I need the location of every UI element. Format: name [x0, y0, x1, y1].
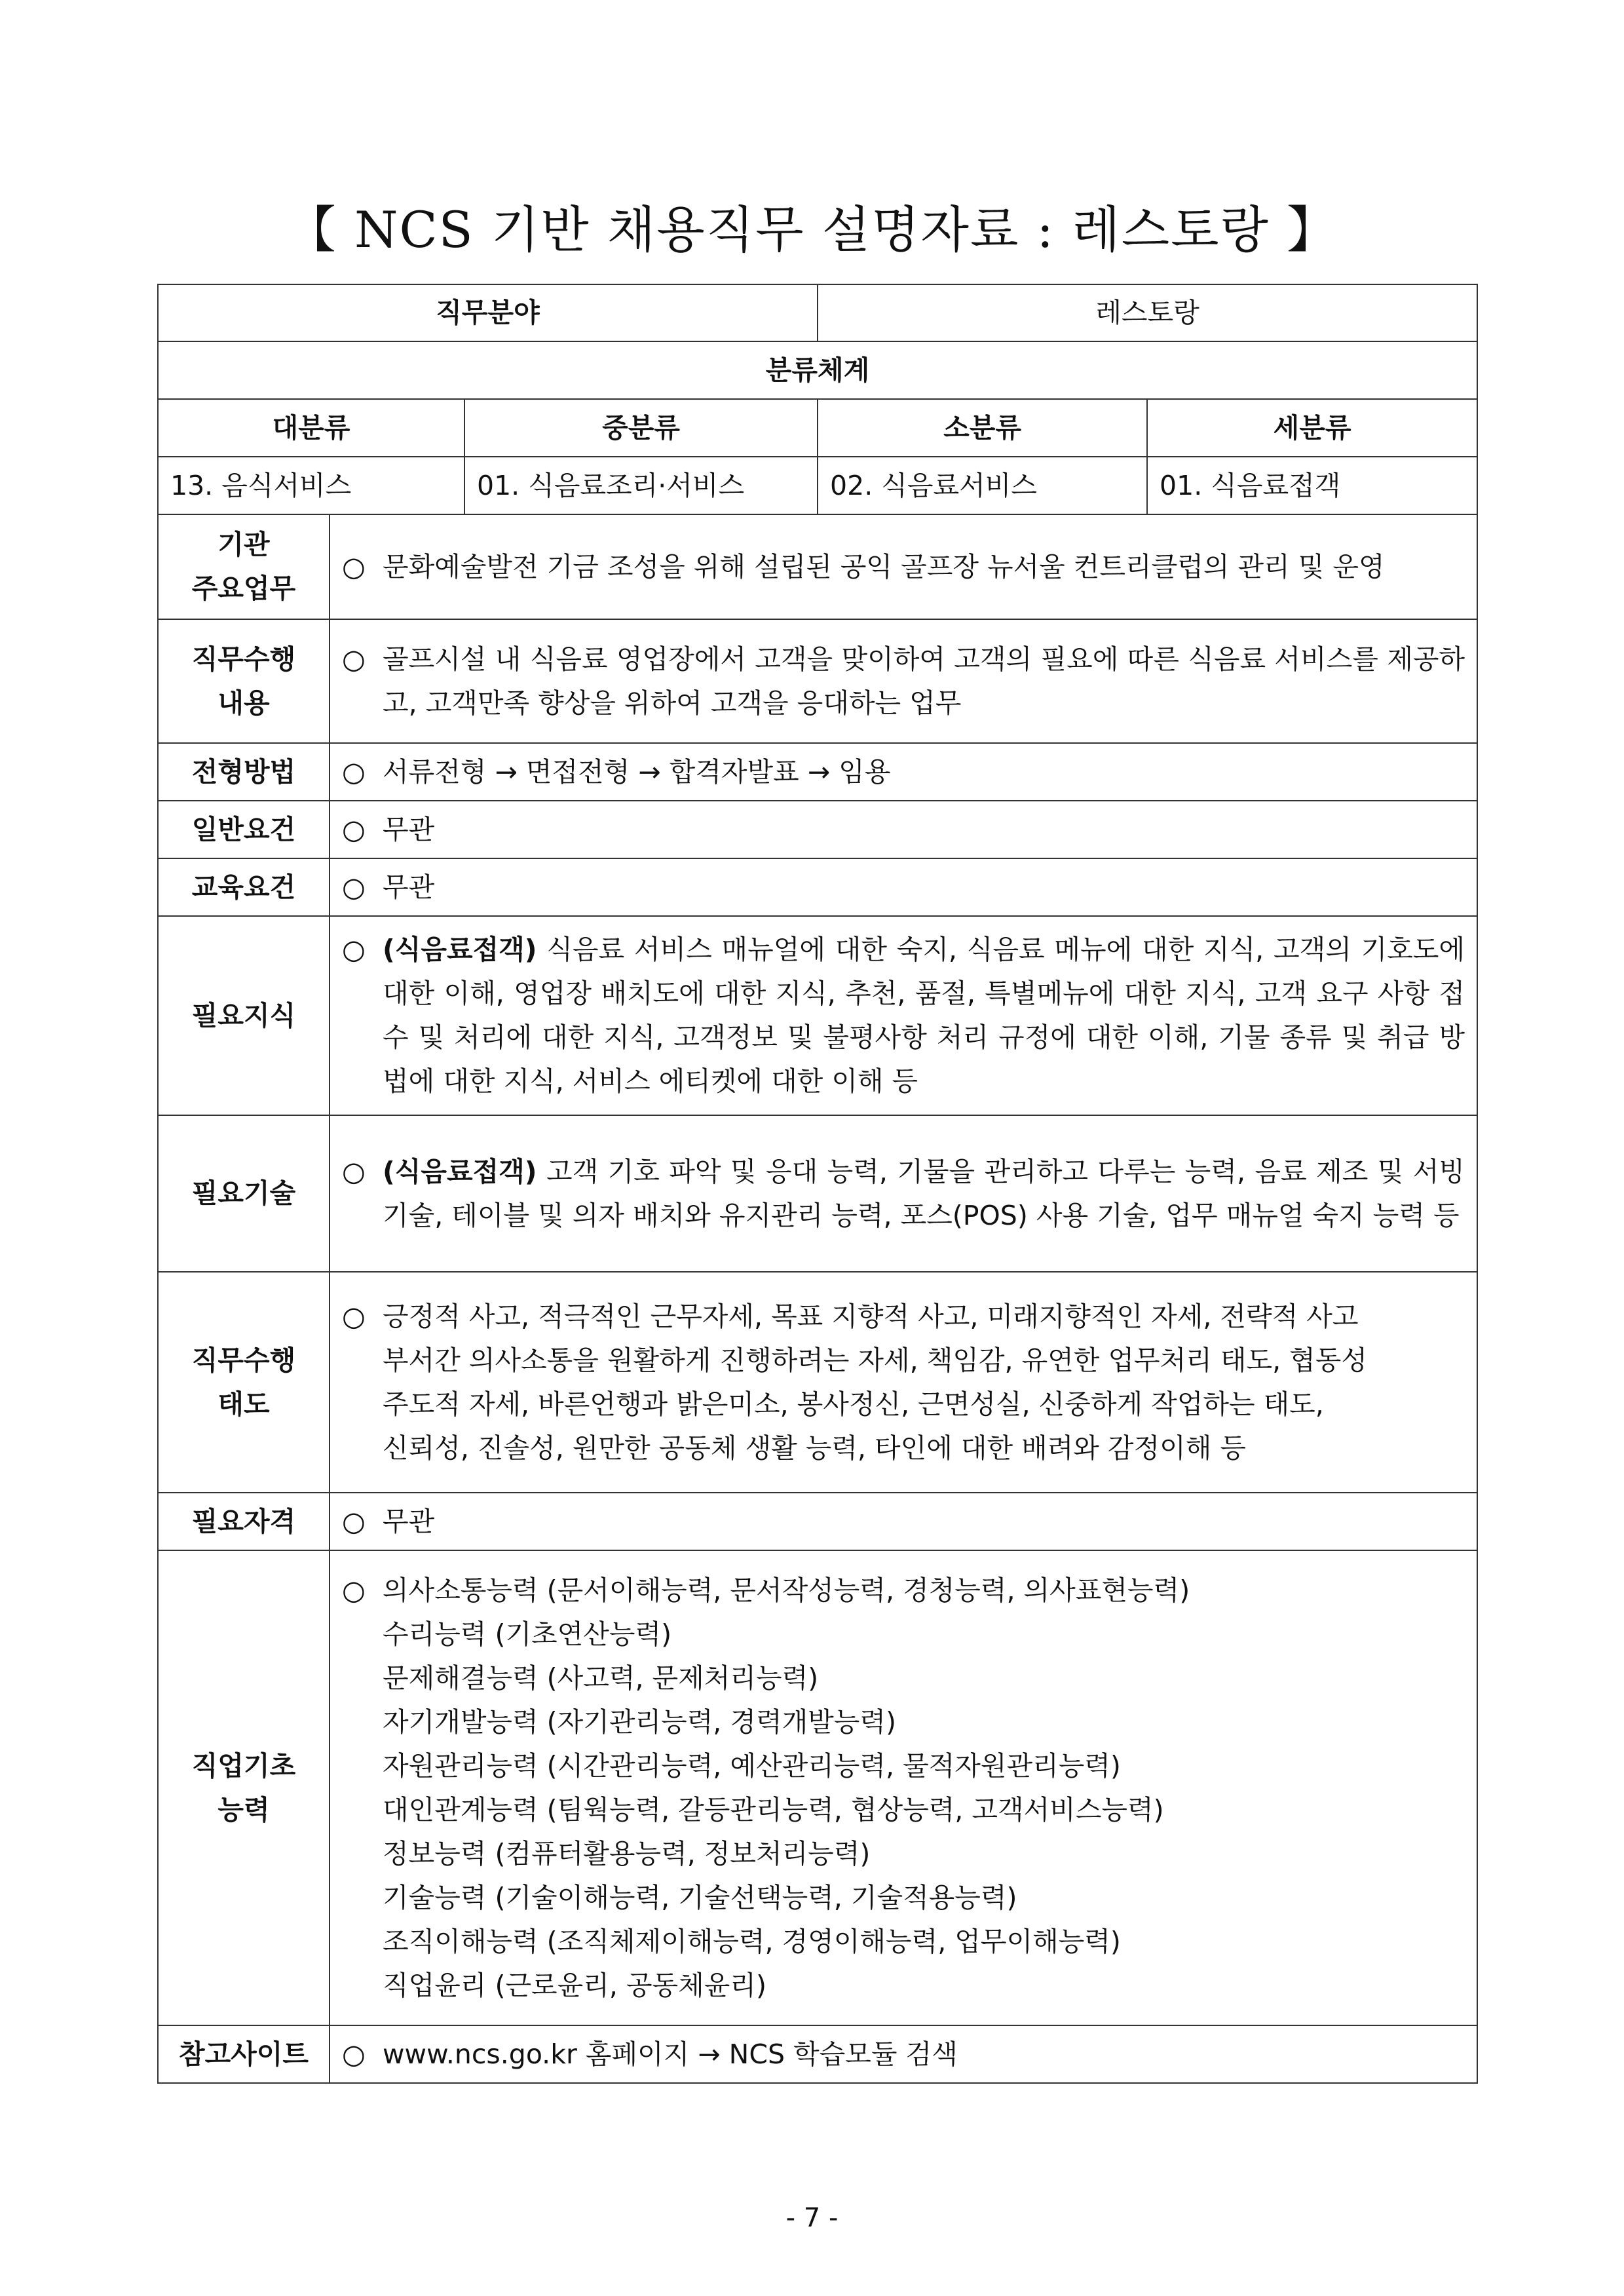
bullet-icon: ○	[342, 2038, 366, 2070]
bullet-icon: ○	[342, 934, 366, 965]
reference-link-text: www.ncs.go.kr 홈페이지 → NCS 학습모듈 검색	[383, 2038, 958, 2070]
general-label: 일반요건	[158, 801, 330, 858]
field-value: 레스토랑	[818, 284, 1477, 341]
bullet-icon: ○	[342, 550, 366, 583]
field-label: 직무분야	[158, 284, 818, 341]
bullet-icon: ○	[342, 1505, 366, 1537]
header-middle: 중분류	[464, 399, 818, 457]
ability-line: 의사소통능력 (문서이해능력, 문서작성능력, 경청능력, 의사표현능력)	[383, 1574, 1190, 1606]
ability-line: 자기개발능력 (자기관리능력, 경력개발능력)	[383, 1706, 896, 1738]
attitude-row	[158, 1272, 1477, 1493]
header-major: 대분류	[158, 399, 464, 457]
value-minor: 02. 식음료서비스	[818, 457, 1147, 514]
duty-row	[158, 619, 1477, 743]
qualification-label: 필요자격	[158, 1493, 330, 1550]
header-detail: 세분류	[1147, 399, 1477, 457]
bullet-icon: ○	[342, 643, 366, 675]
classification-header-row	[158, 399, 1477, 457]
selection-label: 전형방법	[158, 743, 330, 801]
value-major: 13. 음식서비스	[158, 457, 464, 514]
ability-line: 조직이해능력 (조직체제이해능력, 경영이해능력, 업무이해능력)	[383, 1925, 1121, 1957]
bullet-icon: ○	[342, 1574, 366, 1606]
ability-line: 수리능력 (기초연산능력)	[383, 1618, 672, 1650]
bullet-icon: ○	[342, 756, 366, 788]
bullet-icon: ○	[342, 813, 366, 845]
bullet-icon: ○	[342, 871, 366, 903]
page-title: 【 NCS 기반 채용직무 설명자료 : 레스토랑 】	[286, 201, 1338, 259]
general-row	[158, 801, 1477, 858]
classification-value-row	[158, 457, 1477, 514]
attitude-line: 부서간 의사소통을 원활하게 진행하려는 자세, 책임감, 유연한 업무처리 태도, 협동성	[383, 1344, 1367, 1376]
basic-ability-row	[158, 1550, 1477, 2025]
education-content: ○ 무관	[330, 858, 1477, 916]
reference-content	[330, 2025, 1477, 2083]
bullet-icon: ○	[342, 1155, 366, 1187]
attitude-label: 직무수행 태도	[158, 1272, 330, 1493]
education-label: 교육요건	[158, 858, 330, 916]
agency-content: ○ 문화예술발전 기금 조성을 위해 설립된 공익 골프장 뉴서울 컨트리클럽의 관리 및 운영	[330, 514, 1477, 619]
skill-label: 필요기술	[158, 1115, 330, 1272]
basic-ability-label: 직업기초 능력	[158, 1550, 330, 2025]
page-number: - 7 -	[785, 2203, 839, 2233]
ability-line: 기술능력 (기술이해능력, 기술선택능력, 기술적용능력)	[383, 1881, 1017, 1913]
ability-line: 정보능력 (컴퓨터활용능력, 정보처리능력)	[383, 1837, 871, 1869]
ability-line: 대인관계능력 (팀웍능력, 갈등관리능력, 협상능력, 고객서비스능력)	[383, 1793, 1164, 1826]
ability-line: 자원관리능력 (시간관리능력, 예산관리능력, 물적자원관리능력)	[383, 1750, 1121, 1782]
skill-row	[158, 1115, 1477, 1272]
duty-content: ○ 골프시설 내 식음료 영업장에서 고객을 맞이하여 고객의 필요에 따른 식음료 서비스를 제공하고, 고객만족 향상을 위하여 고객을 응대하는 업무	[330, 619, 1477, 743]
basic-ability-content	[330, 1550, 1477, 2025]
bullet-icon: ○	[342, 1300, 366, 1332]
classification-heading: 분류체계	[158, 341, 1477, 399]
value-detail: 01. 식음료접객	[1147, 457, 1477, 514]
ability-line: 문제해결능력 (사고력, 문제처리능력)	[383, 1662, 819, 1694]
field-row	[158, 284, 1477, 341]
job-description-table	[157, 284, 1478, 2084]
knowledge-label: 필요지식	[158, 916, 330, 1115]
selection-content: ○ 서류전형 → 면접전형 → 합격자발표 → 임용	[330, 743, 1477, 801]
agency-row	[158, 514, 1477, 619]
knowledge-row	[158, 916, 1477, 1115]
value-middle: 01. 식음료조리·서비스	[464, 457, 818, 514]
general-content: ○ 무관	[330, 801, 1477, 858]
qualification-row	[158, 1493, 1477, 1550]
attitude-line: 신뢰성, 진솔성, 원만한 공동체 생활 능력, 타인에 대한 배려와 감정이해 등	[383, 1432, 1246, 1464]
ability-line: 직업윤리 (근로윤리, 공동체윤리)	[383, 1969, 766, 2001]
selection-row	[158, 743, 1477, 801]
qualification-content: ○ 무관	[330, 1493, 1477, 1550]
attitude-line: 긍정적 사고, 적극적인 근무자세, 목표 지향적 사고, 미래지향적인 자세, 전략적 사고	[383, 1300, 1359, 1332]
reference-row	[158, 2025, 1477, 2083]
knowledge-content: ○ (식음료접객) 식음료 서비스 매뉴얼에 대한 숙지, 식음료 메뉴에 대한 지식, 고객의 기호도에 대한 이해, 영업장 배치도에 대한 지식, 추천, 품절, 특별메뉴에 대한 지식, 고객 요구 사항 접수 및 처리에 대한 지식, 고객정보 및 불평사항 처리 규정에 대한 이해, 기물 종류 및 취급 방법에 대한 지식, 서비스 에티켓에 대한 이해 등	[330, 916, 1477, 1115]
reference-label: 참고사이트	[158, 2025, 330, 2083]
duty-label: 직무수행 내용	[158, 619, 330, 743]
skill-content: ○ (식음료접객) 고객 기호 파악 및 응대 능력, 기물을 관리하고 다루는 능력, 음료 제조 및 서빙 기술, 테이블 및 의자 배치와 유지관리 능력, 포스(POS) 사용 기술, 업무 매뉴얼 숙지 능력 등	[330, 1115, 1477, 1272]
education-row	[158, 858, 1477, 916]
attitude-content	[330, 1272, 1477, 1493]
attitude-line: 주도적 자세, 바른언행과 밝은미소, 봉사정신, 근면성실, 신중하게 작업하는 태도,	[383, 1388, 1324, 1420]
agency-label: 기관 주요업무	[158, 514, 330, 619]
header-minor: 소분류	[818, 399, 1147, 457]
classification-heading-row	[158, 341, 1477, 399]
